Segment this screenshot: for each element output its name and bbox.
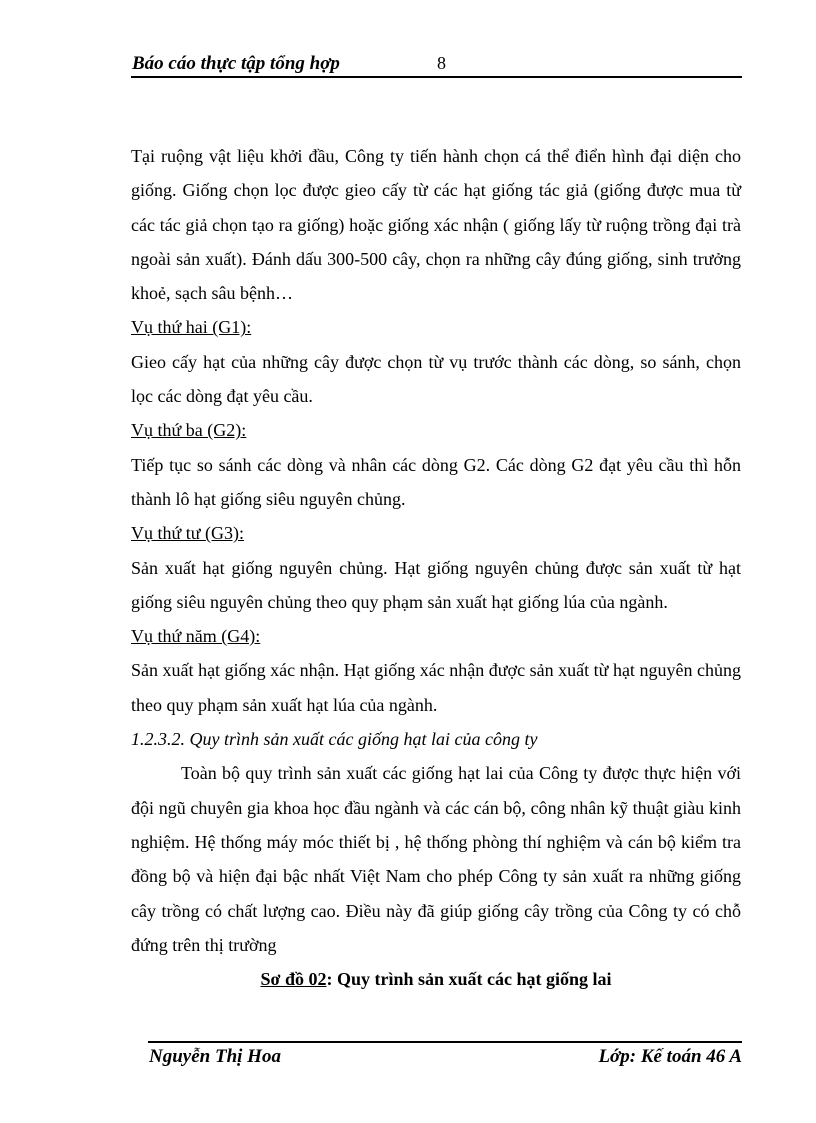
paragraph-season-2: Gieo cấy hạt của những cây được chọn từ vụ trước thành các dòng, so sánh, chọn lọc các dòng đạt yêu cầu. bbox=[131, 351, 741, 407]
page-footer bbox=[148, 1041, 742, 1067]
class-name: Lớp: Kế toán 46 A bbox=[598, 1046, 742, 1067]
author-name: Nguyễn Thị Hoa bbox=[149, 1046, 281, 1067]
page-content bbox=[131, 139, 741, 996]
section-heading: 1.2.3.2. Quy trình sản xuất các giống hạt lai của công ty bbox=[131, 729, 538, 750]
paragraph-initial-field: Tại ruộng vật liệu khởi đầu, Công ty tiến hành chọn cá thể điển hình đại diện cho giống. Giống chọn lọc được gieo cấy từ các hạt giống tác giả (giống được mua từ các tác giả chọn tạo ra giống) hoặc giống xác nhận ( giống lấy từ ruộng trồng đại trà ngoài sản xuất). Đánh dấu 300-500 cây, chọn ra những cây đúng giống, sinh trưởng khoẻ, sạch sâu bệnh… bbox=[131, 146, 741, 304]
page-number: 8 bbox=[437, 53, 446, 73]
heading-season-2: Vụ thứ hai (G1): bbox=[131, 317, 252, 338]
heading-season-3: Vụ thứ ba (G2): bbox=[131, 420, 247, 441]
report-title: Báo cáo thực tập tổng hợp bbox=[132, 53, 340, 74]
paragraph-season-5: Sản xuất hạt giống xác nhận. Hạt giống xác nhận được sản xuất từ hạt nguyên chủng theo quy phạm sản xuất hạt lúa của ngành. bbox=[131, 660, 741, 715]
paragraph-hybrid-process: Toàn bộ quy trình sản xuất các giống hạt lai của Công ty được thực hiện với đội ngũ chuyên gia khoa học đầu ngành và các cán bộ, công nhân kỹ thuật giàu kinh nghiệm. Hệ thống máy móc thiết bị , hệ thống phòng thí nghiệm và cán bộ kiểm tra đồng bộ và hiện đại bậc nhất Việt Nam cho phép Công ty sản xuất ra những giống cây trồng có chất lượng cao. Điều này đã giúp giống cây trồng của Công ty có chỗ đứng trên thị trường bbox=[131, 763, 741, 955]
page-header bbox=[131, 52, 742, 78]
figure-label: Sơ đồ 02 bbox=[260, 969, 327, 990]
figure-title: : Quy trình sản xuất các hạt giống lai bbox=[326, 969, 612, 990]
heading-season-4: Vụ thứ tư (G3): bbox=[131, 523, 245, 544]
paragraph-season-3: Tiếp tục so sánh các dòng và nhân các dòng G2. Các dòng G2 đạt yêu cầu thì hỗn thành lô hạt giống siêu nguyên chủng. bbox=[131, 454, 741, 509]
figure-caption bbox=[131, 962, 741, 996]
heading-season-5: Vụ thứ năm (G4): bbox=[131, 626, 261, 647]
paragraph-season-4: Sản xuất hạt giống nguyên chủng. Hạt giống nguyên chủng được sản xuất từ hạt giống siêu nguyên chủng theo quy phạm sản xuất hạt giống lúa của ngành. bbox=[131, 557, 741, 612]
